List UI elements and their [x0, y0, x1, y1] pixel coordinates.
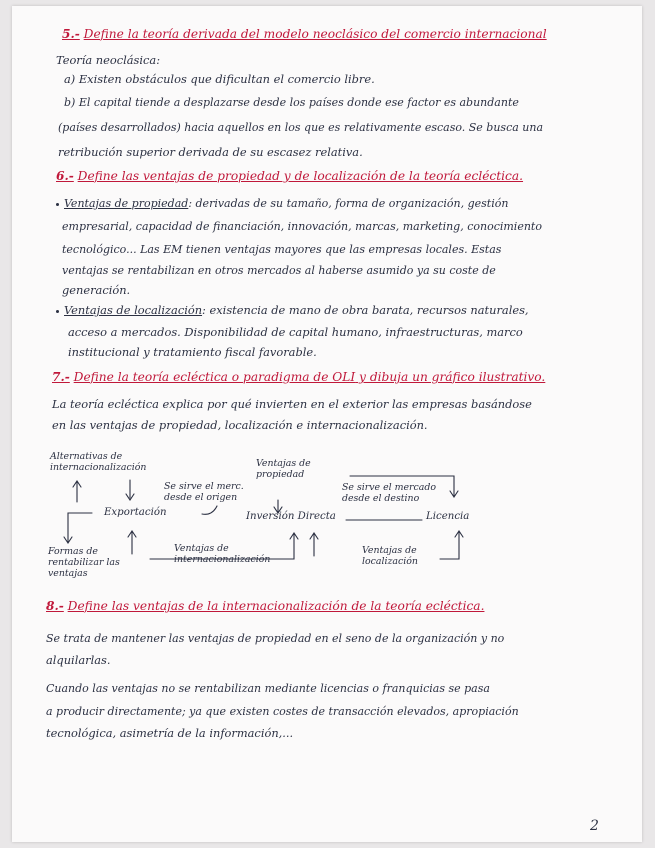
diagram-ventajas-propiedad [256, 459, 311, 481]
section7-title-c: y dibuja un gráfico ilustrativo. [355, 370, 546, 384]
ventajas-localizacion-label: Ventajas de localización [64, 303, 203, 317]
ventajas-propiedad-label: Ventajas de propiedad [64, 197, 189, 210]
notebook-page [12, 6, 642, 842]
section7-line1: La teoría ecléctica explica por qué invierten en el exterior las empresas basándose [52, 397, 532, 411]
diagram-sirve-destino [342, 483, 436, 505]
page-number: 2 [590, 818, 599, 834]
diagram-exportacion: Exportación [104, 507, 167, 518]
section5-item-b-line3: retribución superior derivada de su escasez relativa. [58, 145, 363, 159]
ventajas-propiedad-text: : derivadas de su tamaño, forma de organización, gestión [188, 197, 509, 210]
section6-title: Define las ventajas de propiedad y de localización de la teoría ecléctica. [77, 169, 524, 183]
section8-line5: tecnológica, asimetría de la información,... [46, 726, 294, 740]
diagram-inversion: Inversión Directa [246, 511, 336, 522]
section6-propiedad-line1 [56, 197, 508, 210]
section6-propiedad-line2: empresarial, capacidad de financiación, innovación, marcas, marketing, conocimiento [62, 220, 542, 233]
section6-number: 6.- [56, 169, 74, 183]
section8-line3: Cuando las ventajas no se rentabilizan mediante licencias o franquicias se pasa [46, 682, 490, 695]
section7-line2: en las ventajas de propiedad, localización e internacionalización. [52, 418, 428, 432]
section8-heading [46, 599, 484, 614]
section6-localizacion-line1 [56, 304, 529, 318]
diagram-ventajas-internacionalizacion [174, 544, 270, 566]
formas-line3: ventajas [48, 567, 88, 579]
ventajas-localizacion-text: : existencia de mano de obra barata, recursos naturales, [202, 303, 529, 317]
formas-line1: Formas de [48, 546, 98, 557]
diagram-licencia: Licencia [426, 511, 470, 522]
section7-heading [52, 370, 545, 385]
sirve-destino-line2: desde el destino [342, 492, 420, 504]
section5-number: 5.- [62, 27, 80, 41]
section6-propiedad-line5: generación. [62, 283, 131, 297]
section6-localizacion-line2: acceso a mercados. Disponibilidad de capital humano, infraestructuras, marco [68, 325, 523, 339]
bullet-icon [56, 310, 59, 313]
section8-line2: alquilarlas. [46, 653, 111, 667]
section5-title: Define la teoría derivada del modelo neoclásico del comercio internacional [83, 27, 547, 41]
sirve-origen-line2: desde el origen [164, 491, 238, 503]
section5-item-b-line1: b) El capital tiende a desplazarse desde los países donde ese factor es abundante [64, 96, 519, 109]
section5-heading [62, 27, 547, 42]
diagram-alternativas [50, 452, 146, 474]
alternativas-line2: internacionalización [50, 461, 147, 473]
diagram-ventajas-localizacion [362, 546, 418, 568]
section8-number: 8.- [46, 599, 64, 613]
ventajas-loc-line2: localización [362, 555, 418, 567]
section6-heading [56, 169, 523, 184]
sirve-origen-line1: Se sirve el merc. [164, 481, 244, 492]
section6-localizacion-line3: institucional y tratamiento fiscal favorable. [68, 345, 317, 359]
ventajas-loc-line1: Ventajas de [362, 545, 417, 556]
section8-title: Define las ventajas de la internacionalización de la teoría ecléctica. [67, 599, 485, 613]
section8-line1: Se trata de mantener las ventajas de propiedad en el seno de la organización y no [46, 632, 505, 645]
formas-line2: rentabilizar las [48, 556, 120, 568]
section8-line4: a producir directamente; ya que existen costes de transacción elevados, apropiación [46, 705, 519, 718]
ventajas-prop-line2: propiedad [256, 468, 305, 480]
ventajas-prop-line1: Ventajas de [256, 458, 311, 469]
section5-item-a: a) Existen obstáculos que dificultan el comercio libre. [64, 72, 375, 86]
bullet-icon [56, 203, 59, 206]
diagram-formas [48, 547, 120, 579]
sirve-destino-line1: Se sirve el mercado [342, 482, 436, 493]
section7-title-b: paradigma de OLI [243, 370, 356, 384]
section7-number: 7.- [52, 370, 70, 384]
ventajas-int-line2: internacionalización [174, 553, 271, 565]
section7-title-a: Define la teoría ecléctica o [73, 370, 244, 384]
section5-subheading: Teoría neoclásica: [56, 53, 161, 67]
section6-propiedad-line3: tecnológico... Las EM tienen ventajas mayores que las empresas locales. Estas [62, 243, 502, 256]
diagram-sirve-origen [164, 482, 244, 504]
section6-propiedad-line4: ventajas se rentabilizan en otros mercados al haberse asumido ya su coste de [62, 264, 496, 277]
section5-item-b-line2: (países desarrollados) hacia aquellos en los que es relativamente escaso. Se busca una [58, 121, 544, 134]
alternativas-line1: Alternativas de [50, 451, 123, 462]
ventajas-int-line1: Ventajas de [174, 543, 229, 554]
